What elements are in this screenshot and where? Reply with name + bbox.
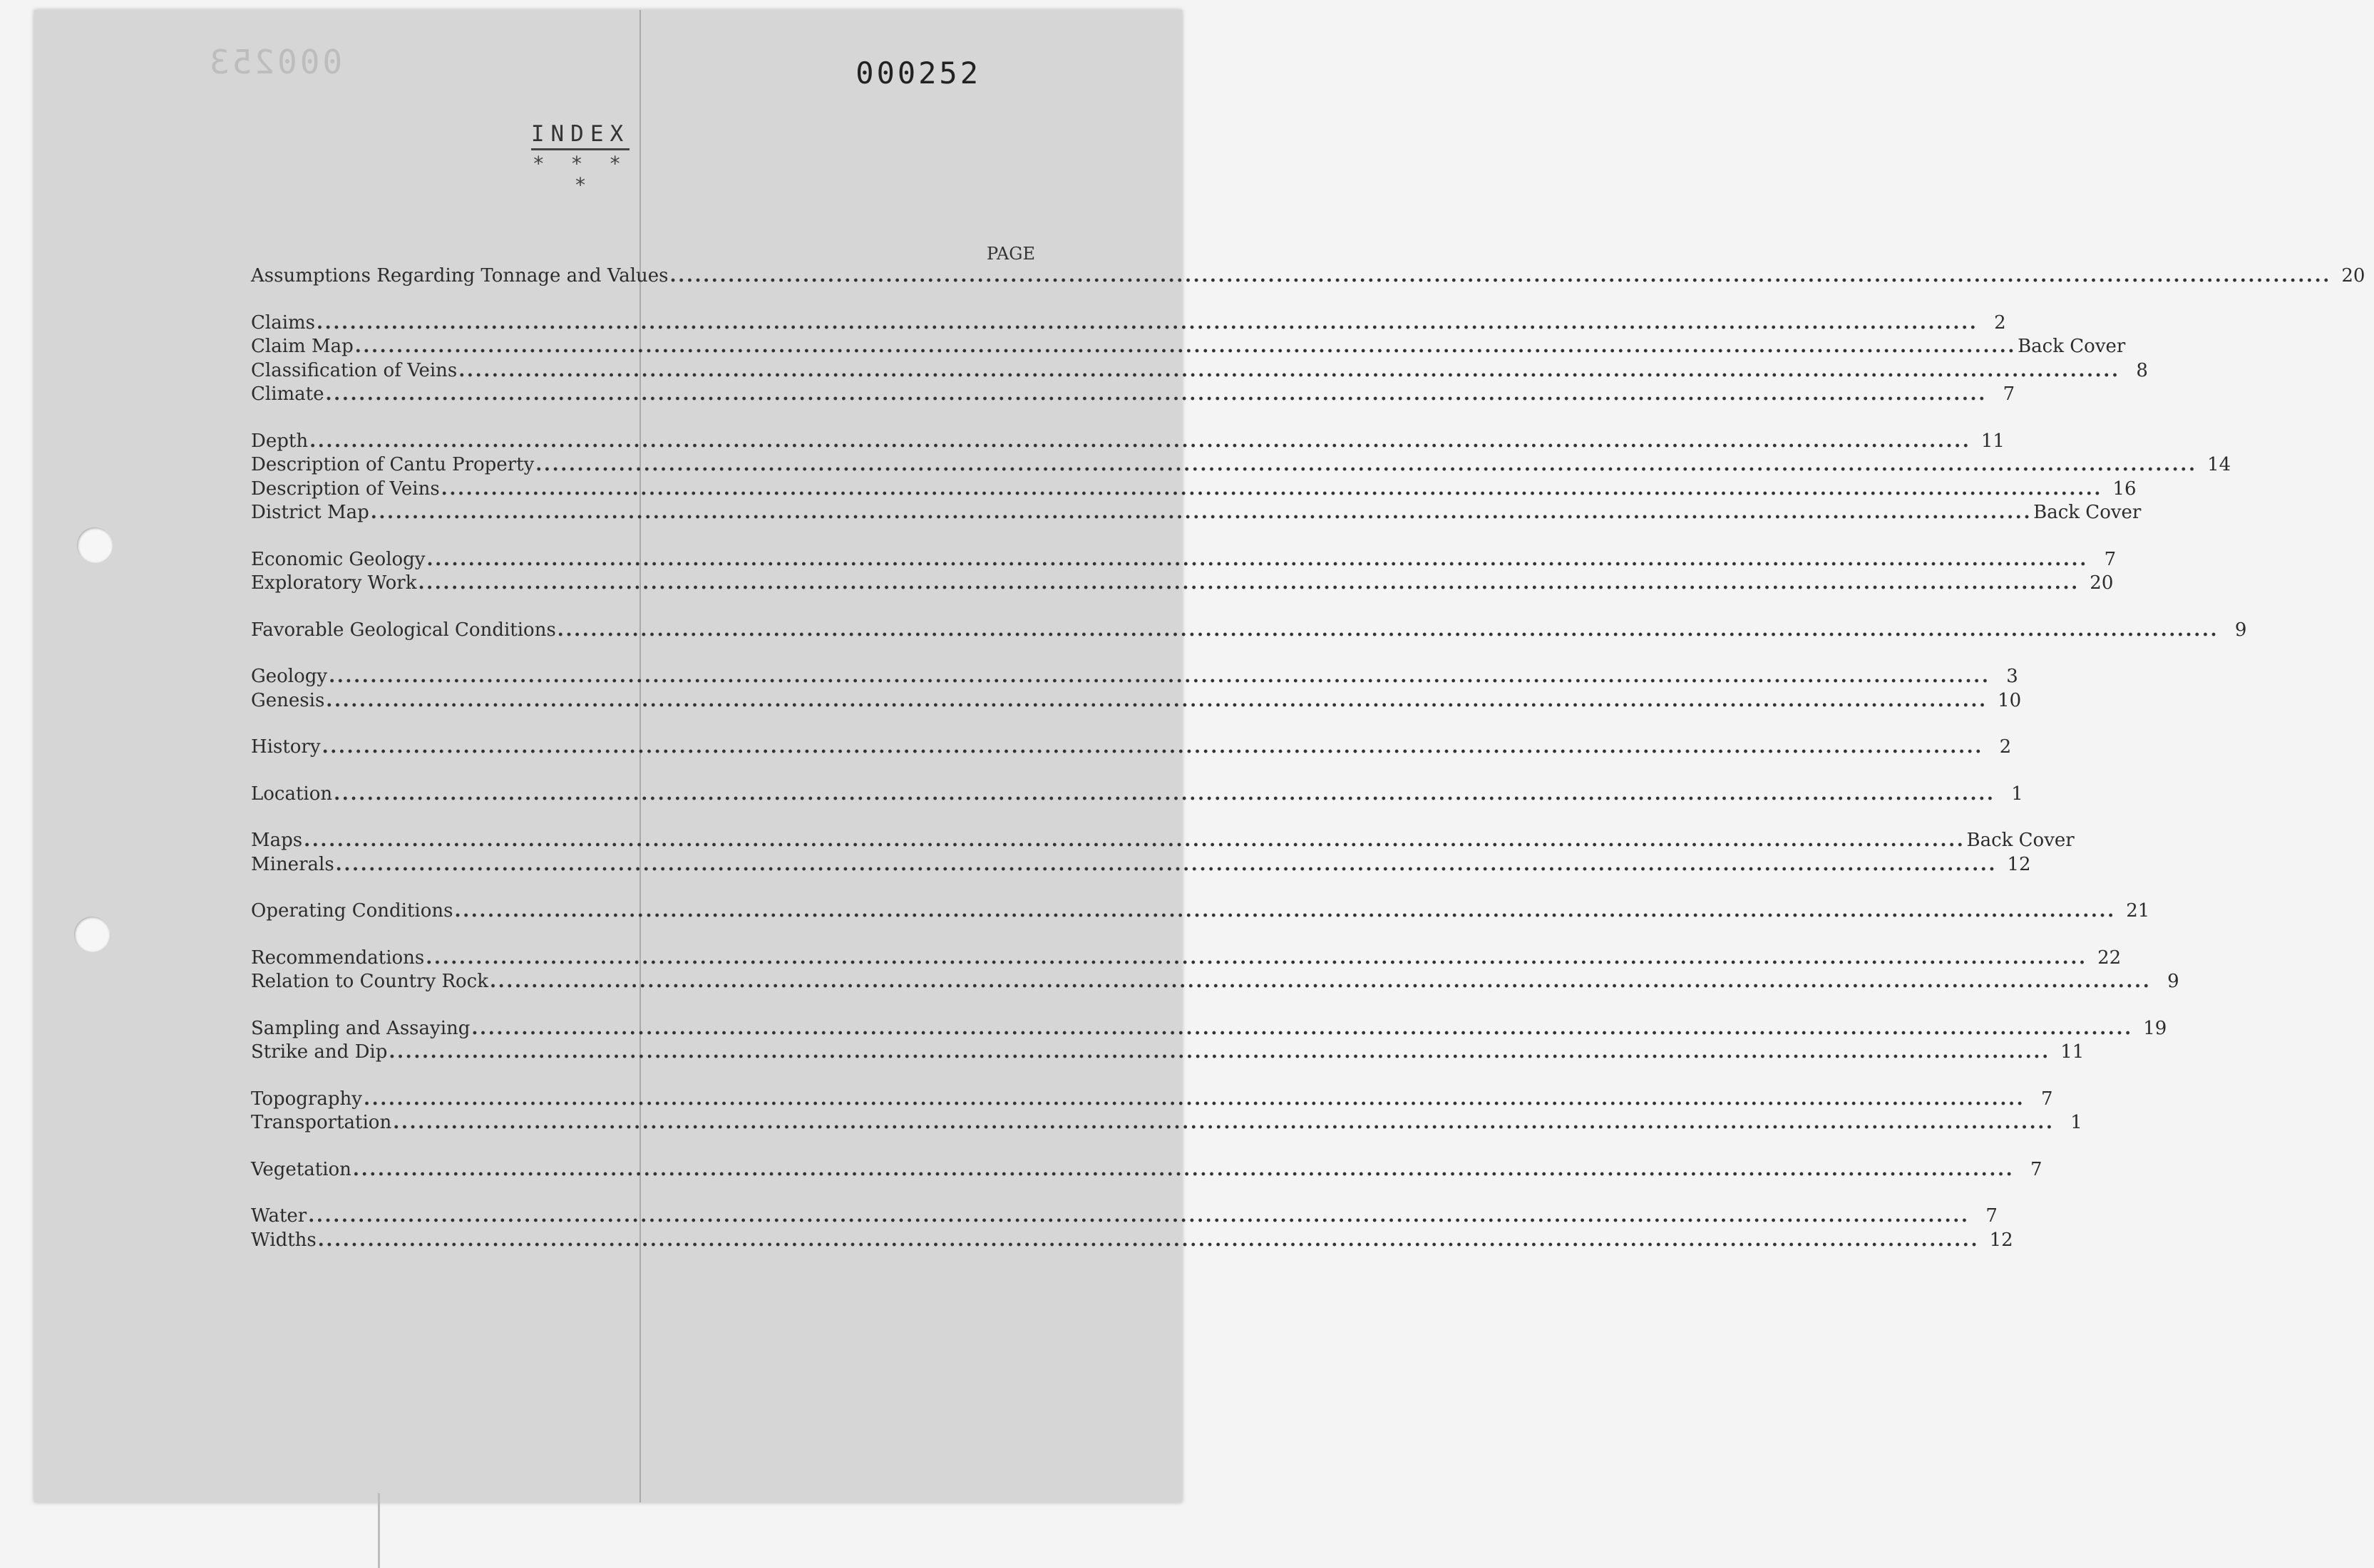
entry-page: 21 <box>2126 900 2150 922</box>
entry-page: 2 <box>1999 736 2012 758</box>
entry-page: 12 <box>2007 853 2031 875</box>
entry-label: Transportation <box>251 1112 392 1133</box>
punch-hole-lower <box>74 917 110 952</box>
dot-leader: ........................................................................................................................................................................................................ <box>335 853 1998 875</box>
dot-leader: ........................................................................................................................................................................................................ <box>454 900 2116 922</box>
entry-label: Assumptions Regarding Tonnage and Values <box>251 265 669 287</box>
entry-label: Location <box>251 783 333 805</box>
dot-leader: ........................................................................................................................................................................................................ <box>535 454 2197 475</box>
index-entry <box>251 359 2148 384</box>
index-entry <box>251 454 2231 478</box>
entry-page: 12 <box>1989 1229 2013 1251</box>
page-column-header: PAGE <box>987 244 1035 264</box>
index-entry <box>251 548 2117 573</box>
dot-leader: ........................................................................................................................................................................................................ <box>370 502 2033 523</box>
index-entry <box>251 619 2247 644</box>
entry-label: Economic Geology <box>251 548 426 570</box>
entry-label: Recommendations <box>251 947 425 969</box>
stars-decoration-row2: * <box>574 173 587 197</box>
entry-label: Classification of Veins <box>251 359 458 381</box>
dot-leader: ........................................................................................................................................................................................................ <box>557 619 2219 641</box>
index-heading <box>525 121 636 196</box>
entry-label: Claim Map <box>251 336 354 357</box>
entry-page: 22 <box>2097 947 2122 969</box>
dot-leader: ........................................................................................................................................................................................................ <box>458 359 2120 381</box>
entry-label: Strike and Dip <box>251 1041 388 1063</box>
entry-page: 20 <box>2341 265 2365 287</box>
dot-leader: ........................................................................................................................................................................................................ <box>418 572 2080 594</box>
dot-leader: ........................................................................................................................................................................................................ <box>304 830 1966 851</box>
dot-leader: ........................................................................................................................................................................................................ <box>309 430 1971 452</box>
entry-label: Description of Veins <box>251 478 440 500</box>
entry-label: Claims <box>251 311 316 334</box>
index-entry <box>251 1017 2167 1042</box>
entry-page: Back Cover <box>1966 830 2075 851</box>
index-entry <box>251 502 2142 526</box>
dot-leader: ........................................................................................................................................................................................................ <box>325 383 1987 405</box>
dot-leader: ........................................................................................................................................................................................................ <box>317 1229 1980 1251</box>
entry-label: Description of Cantu Property <box>251 454 535 475</box>
index-entry <box>251 1205 1998 1229</box>
entry-label: Favorable Geological Conditions <box>251 619 556 641</box>
entry-page: 7 <box>1985 1205 1998 1227</box>
index-entry <box>251 689 2022 714</box>
entry-label: Climate <box>251 383 324 405</box>
entry-page: 8 <box>2136 359 2148 381</box>
index-entry <box>251 947 2122 971</box>
entry-label: Relation to Country Rock <box>251 971 488 992</box>
index-entry <box>251 1112 2082 1136</box>
entry-label: Water <box>251 1205 307 1227</box>
index-entry <box>251 383 2015 408</box>
entry-page: 2 <box>1994 311 2006 334</box>
entry-label: Operating Conditions <box>251 900 453 922</box>
index-entry <box>251 1088 2053 1113</box>
entry-page: 7 <box>2030 1158 2042 1180</box>
stars-decoration-row1: * * * <box>532 152 629 175</box>
index-entry <box>251 478 2137 502</box>
dot-leader: ........................................................................................................................................................................................................ <box>669 265 2331 287</box>
entry-page: 7 <box>2003 383 2015 405</box>
entry-label: Genesis <box>251 689 325 711</box>
entry-page: Back Cover <box>2033 502 2142 523</box>
dot-leader: ........................................................................................................................................................................................................ <box>393 1112 2055 1133</box>
entry-page: 9 <box>2234 619 2247 641</box>
entry-page: 11 <box>1980 430 2005 452</box>
dot-leader: ........................................................................................................................................................................................................ <box>389 1041 2050 1063</box>
index-entry <box>251 853 2031 878</box>
index-entry <box>251 666 2018 690</box>
index-entry <box>251 430 2005 455</box>
entry-page: 10 <box>1998 689 2022 711</box>
index-entry <box>251 900 2150 924</box>
entry-label: Maps <box>251 830 303 851</box>
dot-leader: ........................................................................................................................................................................................................ <box>426 548 2088 570</box>
dot-leader: ........................................................................................................................................................................................................ <box>326 689 1988 711</box>
bleed-through-number: 000253 <box>207 43 343 81</box>
dot-leader: ........................................................................................................................................................................................................ <box>354 336 2017 357</box>
index-entry <box>251 572 2114 597</box>
entry-page: 1 <box>2070 1112 2082 1133</box>
dot-leader: ........................................................................................................................................................................................................ <box>322 736 1983 758</box>
entry-page: 9 <box>2167 971 2179 992</box>
entry-page: 14 <box>2207 454 2231 475</box>
dot-leader: ........................................................................................................................................................................................................ <box>308 1205 1970 1227</box>
dot-leader: ........................................................................................................................................................................................................ <box>317 311 1978 334</box>
entry-page: 11 <box>2060 1041 2085 1063</box>
index-entry <box>251 265 2365 289</box>
dot-leader: ........................................................................................................................................................................................................ <box>490 971 2152 992</box>
index-entry <box>251 971 2179 995</box>
index-entry <box>251 336 2126 360</box>
index-entry <box>251 1158 2042 1183</box>
entry-page: 16 <box>2112 478 2137 500</box>
punch-hole-upper <box>77 527 113 563</box>
entry-page: 1 <box>2011 783 2023 805</box>
index-entry <box>251 736 2012 760</box>
index-entry <box>251 1229 2013 1254</box>
index-entry <box>251 1041 2085 1066</box>
entry-page: 7 <box>2104 548 2117 570</box>
entry-label: Depth <box>251 430 309 452</box>
index-entry <box>251 783 2023 808</box>
entry-label: Sampling and Assaying <box>251 1017 471 1039</box>
entry-label: Topography <box>251 1088 362 1110</box>
dot-leader: ........................................................................................................................................................................................................ <box>441 478 2103 500</box>
dot-leader: ........................................................................................................................................................................................................ <box>334 783 1995 805</box>
entry-page: 20 <box>2090 572 2114 594</box>
entry-label: District Map <box>251 502 369 523</box>
entry-page: Back Cover <box>2018 336 2126 357</box>
entry-label: Vegetation <box>251 1158 351 1180</box>
entry-label: Geology <box>251 666 328 687</box>
entry-page: 7 <box>2041 1088 2053 1110</box>
page-title: INDEX <box>531 121 630 150</box>
dot-leader: ........................................................................................................................................................................................................ <box>426 947 2087 969</box>
document-number: 000252 <box>855 56 981 91</box>
entry-page: 19 <box>2143 1017 2167 1039</box>
dot-leader: ........................................................................................................................................................................................................ <box>329 666 1990 687</box>
entry-label: Widths <box>251 1229 317 1251</box>
dot-leader: ........................................................................................................................................................................................................ <box>352 1158 2015 1180</box>
index-entry <box>251 311 2006 336</box>
entry-label: History <box>251 736 321 758</box>
entry-label: Minerals <box>251 853 334 875</box>
index-entry <box>251 830 2075 854</box>
fold-crease-lower <box>378 1493 380 1568</box>
entry-label: Exploratory Work <box>251 572 417 594</box>
entry-page: 3 <box>2006 666 2018 687</box>
dot-leader: ........................................................................................................................................................................................................ <box>471 1017 2133 1039</box>
dot-leader: ........................................................................................................................................................................................................ <box>363 1088 2025 1110</box>
